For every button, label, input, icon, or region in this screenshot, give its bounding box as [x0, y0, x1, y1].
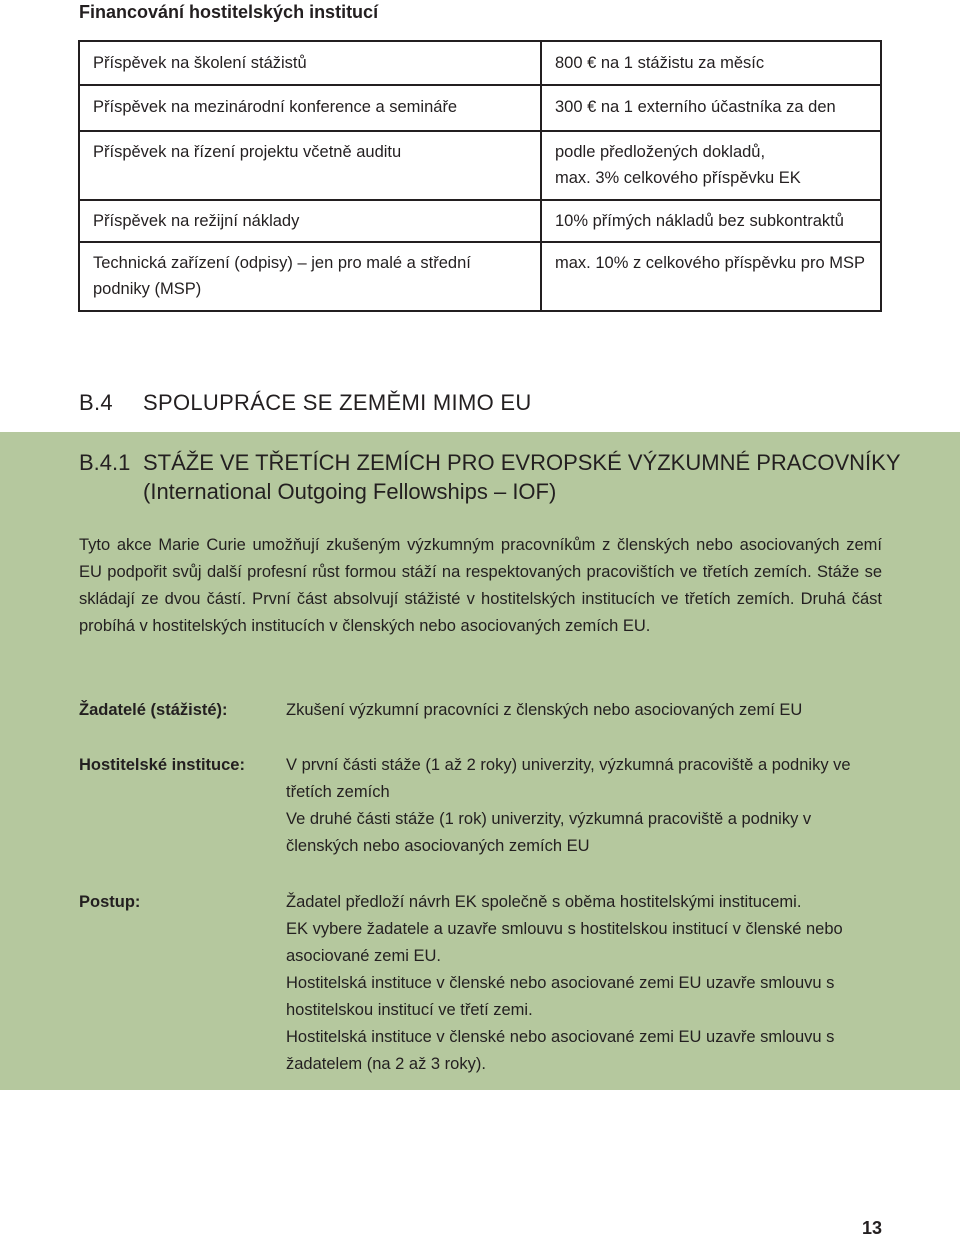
table-cell-value: podle předložených dokladů, max. 3% celkového příspěvku EK — [541, 131, 881, 200]
table-cell-value: 800 € na 1 stážistu za měsíc — [541, 41, 881, 85]
info-value: V první části stáže (1 až 2 roky) univerzity, výzkumná pracoviště a podniky ve třetích zemích Ve druhé části stáže (1 rok) univerzity, výzkumná pracoviště a podniky v členských nebo asociovaných zemích EU — [286, 756, 851, 855]
funding-table-title: Financování hostitelských institucí — [79, 2, 379, 22]
subsection-heading — [79, 448, 903, 506]
table-row — [79, 242, 881, 311]
page-number: 13 — [862, 1218, 883, 1238]
subsection-number: B.4.1 — [79, 450, 131, 475]
table-row — [79, 41, 881, 85]
info-value: Zkušení výzkumní pracovníci z členských nebo asociovaných zemí EU — [286, 701, 803, 719]
info-label: Postup: — [79, 893, 141, 911]
info-label: Žadatelé (stážisté): — [79, 701, 228, 719]
table-cell-value: max. 10% z celkového příspěvku pro MSP — [541, 242, 881, 311]
table-cell-value: 10% přímých nákladů bez subkontraktů — [541, 200, 881, 242]
table-row — [79, 200, 881, 242]
section-number: B.4 — [79, 390, 113, 415]
subsection-title: STÁŽE VE TŘETÍCH ZEMÍCH PRO EVROPSKÉ VÝZKUMNÉ PRACOVNÍKY (International Outgoing Fellowships – IOF) — [143, 450, 901, 504]
table-cell-label: Příspěvek na školení stážistů — [79, 41, 541, 85]
table-cell-label: Příspěvek na mezinárodní konference a semináře — [79, 85, 541, 131]
info-label: Hostitelské instituce: — [79, 756, 245, 774]
table-cell-label: Technická zařízení (odpisy) – jen pro malé a střední podniky (MSP) — [79, 242, 541, 311]
section-title: SPOLUPRÁCE SE ZEMĚMI MIMO EU — [143, 390, 532, 415]
table-row — [79, 131, 881, 200]
info-value: Žadatel předloží návrh EK společně s oběma hostitelskými institucemi. EK vybere žadatele a uzavře smlouvu s hostitelskou institucí v členské nebo asociované zemi EU. Hostitelská instituce v členské nebo asociované zemi EU uzavře smlouvu s hostitelskou institucí ve třetí zemi. Hostitelská instituce v členské nebo asociované zemi EU uzavře smlouvu s žadatelem (na 2 až 3 roky). — [286, 893, 843, 1073]
intro-paragraph: Tyto akce Marie Curie umožňují zkušeným výzkumným pracovníkům z členských nebo asociovaných zemí EU podpořit svůj další profesní růst formou stáží na respektovaných pracovištích ve třetích zemích. Stáže se skládají ze dvou částí. První část absolvují stážisté v hostitelských institucích ve třetích zemích. Druhá část probíhá v hostitelských institucích v členských nebo asociovaných zemích EU. — [79, 536, 882, 635]
table-cell-value: 300 € na 1 externího účastníka za den — [541, 85, 881, 131]
table-row — [79, 85, 881, 131]
section-heading — [79, 390, 532, 416]
funding-table — [78, 40, 882, 312]
table-cell-label: Příspěvek na řízení projektu včetně auditu — [79, 131, 541, 200]
table-cell-label: Příspěvek na režijní náklady — [79, 200, 541, 242]
